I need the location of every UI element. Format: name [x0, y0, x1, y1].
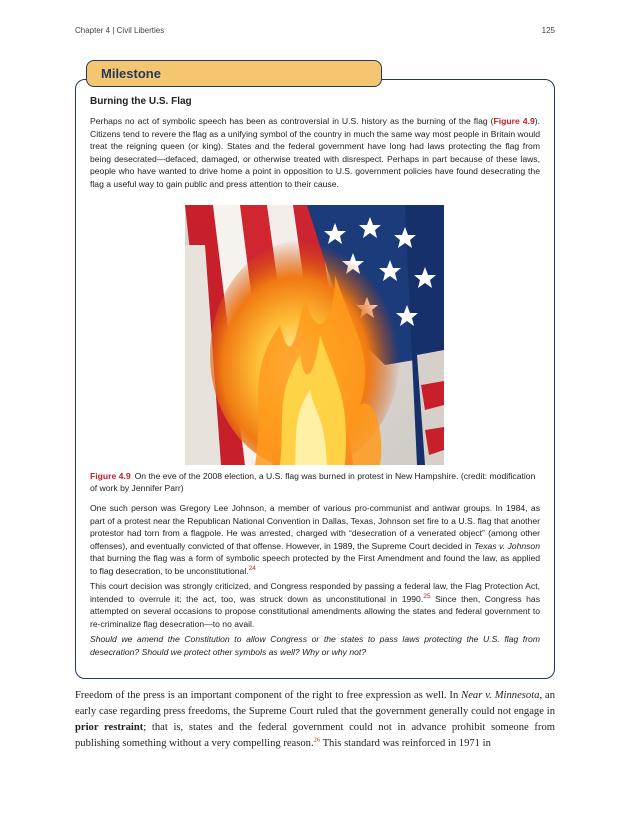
milestone-paragraph-2	[90, 502, 540, 578]
p2-text-a: One such person was Gregory Lee Johnson, a member of various pro-communist and antiwar groups. In 1984, as part of a protest near the Republican National Convention in Dallas, Texas, Johnson set fire to a U.S. flag that another protestor had torn from a flagpole. He was arrested, charged with “desecration of a venerated object” (among other offenses), and eventually convicted of that offense. However, in 1989, the Supreme Court decided in	[90, 503, 540, 551]
figure-caption	[90, 470, 540, 494]
page-number: 125	[541, 26, 555, 35]
p3-text-a: This court decision was strongly criticized, and Congress responded by passing a federal law, the Flag Protection Act, intended to overrule it; the act, too, was struck down as unconstitutional in 1990.	[90, 581, 540, 604]
footnote-24-link[interactable]: 24	[248, 565, 256, 573]
milestone-question: Should we amend the Constitution to allow Congress or the states to pass laws protecting the U.S. flag from desecration? Should we protect other symbols as well? Why or why not?	[90, 634, 540, 657]
figure-label: Figure 4.9	[90, 471, 131, 481]
milestone-paragraph-3	[90, 580, 540, 630]
p1-text-b: ). Citizens tend to revere the flag as a unifying symbol of the country in much the same way most people in Britain would treat the reigning queen (or king). States and the federal government have long had laws protecting the flag from being desecrated—defaced, damaged, or otherwise treated with disrespect. Perhaps in part because of these laws, people who have wanted to drive home a point in opposition to U.S. government policies have found desecrating the flag a useful way to gain public and press attention to their cause.	[90, 116, 540, 189]
footnote-26-link[interactable]: 26	[313, 736, 321, 744]
figure-reference-link[interactable]: Figure 4.9	[493, 116, 535, 126]
running-header	[75, 26, 555, 35]
case-name-near-v-minnesota: Near v. Minnesota	[461, 690, 540, 701]
footnote-25-link[interactable]: 25	[423, 592, 431, 600]
main-body-paragraph	[75, 688, 555, 752]
case-name-texas-v-johnson: Texas v. Johnson	[473, 540, 540, 551]
figure-caption-text: On the eve of the 2008 election, a U.S. flag was burned in protest in New Hampshire. (credit: modification of work by Jennifer Parr)	[90, 471, 536, 493]
milestone-tab: Milestone	[86, 60, 382, 87]
chapter-title: Chapter 4 | Civil Liberties	[75, 26, 165, 35]
p1-text-a: Perhaps no act of symbolic speech has been as controversial in U.S. history as the burning of the flag (	[90, 116, 494, 126]
body-text-b: , an early case regarding press freedoms, the Supreme Court ruled that the government generally could not engage in	[75, 690, 555, 717]
body-text-d: This standard was reinforced in 1971 in	[320, 738, 491, 749]
p2-text-b: that burning the flag was a form of symbolic speech protected by the First Amendment and found the law, as applied to flag desecration, to be unconstitutional.	[90, 553, 540, 576]
burning-flag-photo	[185, 205, 444, 465]
body-text-c: ; that is, states and the federal government could not in advance prohibit someone from publishing something without a very compelling reason.	[75, 722, 555, 749]
milestone-paragraph-1	[90, 115, 540, 191]
milestone-title: Burning the U.S. Flag	[90, 96, 192, 107]
key-term-prior-restraint: prior restraint	[75, 722, 144, 733]
body-text-a: Freedom of the press is an important component of the right to free expression as well. In	[75, 690, 462, 701]
p3-text-b: Since then, Congress has attempted on several occasions to propose constitutional amendments allowing the states and federal government to re-criminalize flag desecration—to no avail.	[90, 593, 540, 629]
